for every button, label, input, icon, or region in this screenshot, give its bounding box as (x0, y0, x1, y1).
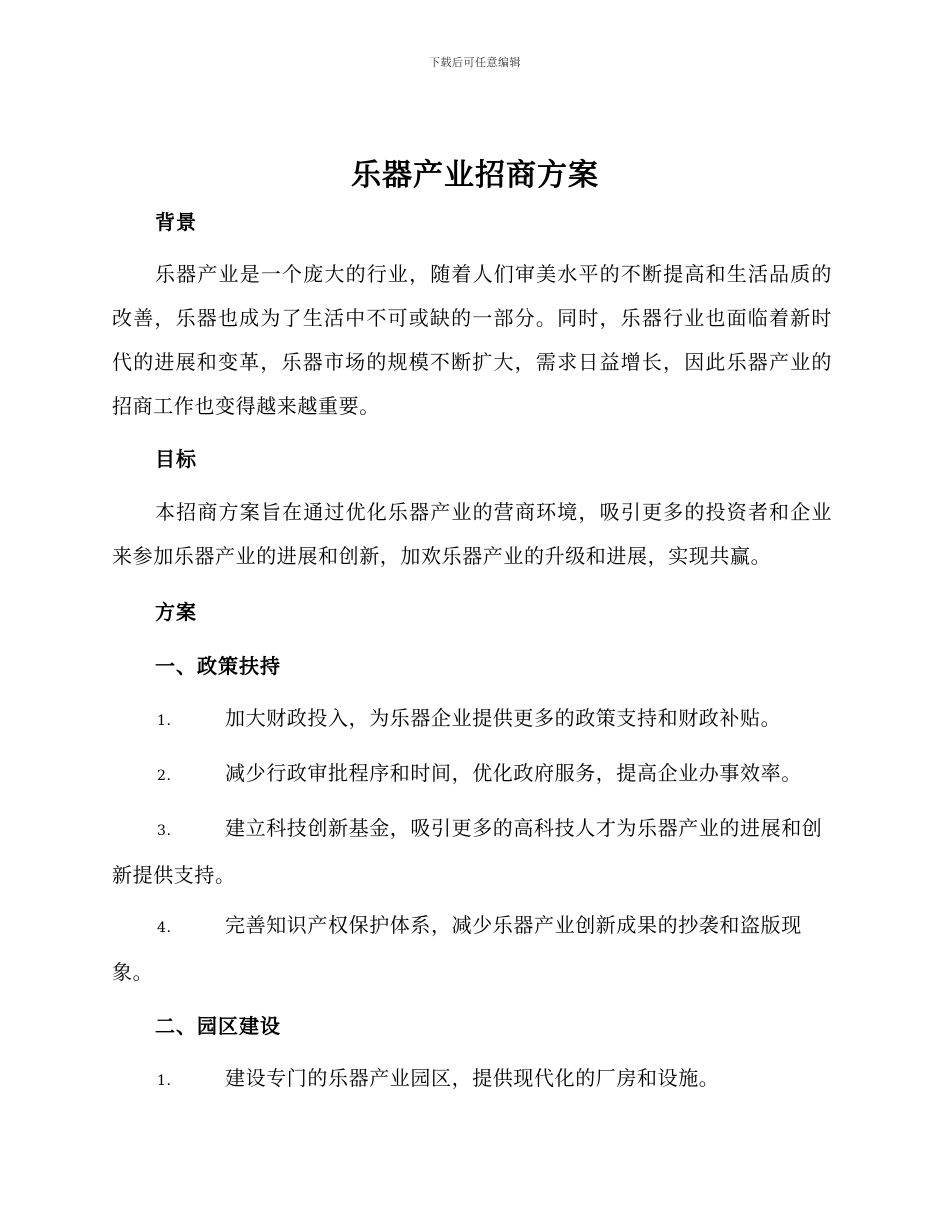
list-item-number: 4. (157, 920, 172, 936)
list-item-text: 建立科技创新基金，吸引更多的高科技人才为乐器产业的进展和创新提供支持。 (112, 816, 823, 887)
list-item (112, 751, 832, 798)
paragraph-background: 乐器产业是一个庞大的行业，随着人们审美水平的不断提高和生活品质的改善，乐器也成为了生活中不可或缺的一部分。同时，乐器行业也面临着新时代的进展和变革，乐器市场的规模不断扩大，需求日益增长，因此乐器产业的招商工作也变得越来越重要。 (112, 262, 832, 418)
heading-park-construction: 二、园区建设 (155, 1014, 281, 1038)
heading-goal: 目标 (155, 447, 197, 471)
list-item-number: 1. (157, 1073, 172, 1089)
list-item (112, 1056, 832, 1103)
heading-policy-support: 一、政策扶持 (155, 654, 281, 678)
list-item-number: 2. (157, 768, 172, 784)
list-item-text: 加大财政投入，为乐器企业提供更多的政策支持和财政补贴。 (225, 706, 782, 730)
list-item (112, 696, 832, 743)
heading-plan: 方案 (155, 600, 197, 624)
heading-background: 背景 (155, 210, 197, 234)
list-item-number: 1. (157, 713, 172, 729)
list-item-text: 建设专门的乐器产业园区，提供现代化的厂房和设施。 (225, 1066, 720, 1090)
paragraph-goal: 本招商方案旨在通过优化乐器产业的营商环境，吸引更多的投资者和企业来参加乐器产业的进展和创新，加欢乐器产业的升级和进展，实现共赢。 (112, 500, 832, 568)
list-item (112, 806, 832, 897)
header-note: 下载后可任意编辑 (429, 56, 521, 69)
list-item-text: 完善知识产权保护体系，减少乐器产业创新成果的抄袭和盗版现象。 (112, 913, 802, 984)
list-item-number: 3. (157, 823, 172, 839)
document-title: 乐器产业招商方案 (351, 158, 599, 193)
list-item (112, 903, 832, 994)
list-item-text: 减少行政审批程序和时间，优化政府服务，提高企业办事效率。 (225, 761, 802, 785)
